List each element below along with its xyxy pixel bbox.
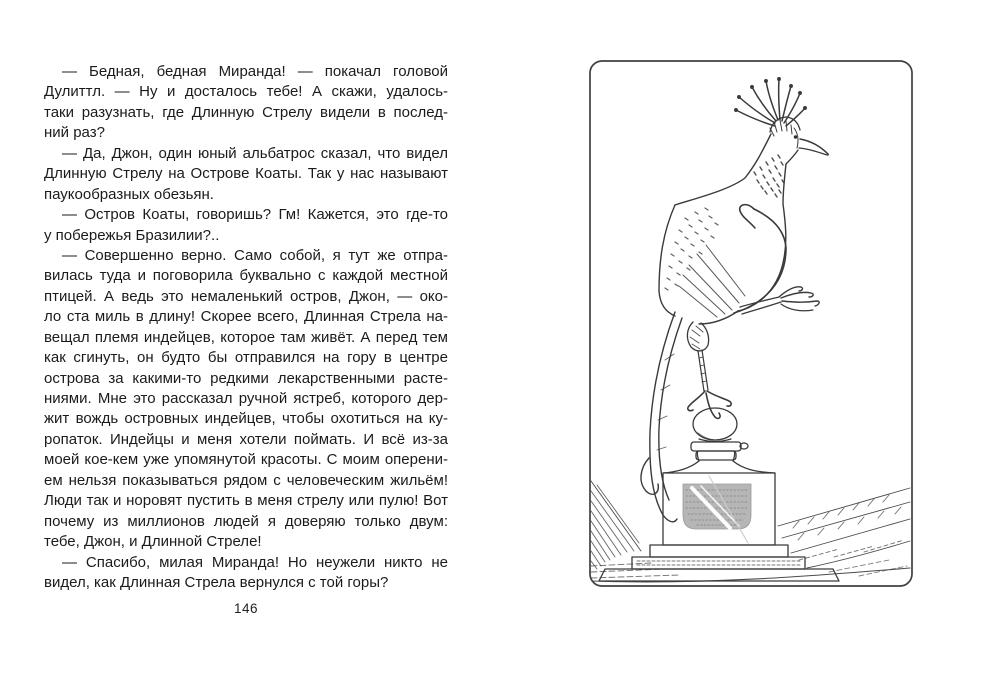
bird-eye (794, 135, 797, 138)
text-line: — Да, Джон, один юный альбатрос сказал, что видел (62, 144, 448, 162)
text-line: жит вождь островных индейцев, чтобы охотиться на ку- (44, 410, 448, 428)
bottle-shoulder-left (663, 461, 699, 473)
text-line: тебе, Джон, и Длинной Стреле! (44, 533, 262, 551)
text-line: — Совершенно верно. Само собой, я тут же отпра- (62, 246, 448, 264)
text-line: у побережья Бразилии?.. (44, 226, 220, 244)
text-line: ропаток. Индейцы и меня хотели поймать. И всё из-за (44, 430, 448, 448)
bird-crest (735, 78, 806, 126)
text-line: — Остров Коаты, говоришь? Гм! Кажется, это где-то (62, 206, 448, 224)
pedestal-step-lower (632, 557, 805, 569)
inkwell (599, 408, 839, 581)
text-line: таки разузнать, где Длинную Стрелу видели в послед- (44, 103, 448, 121)
pedestal-base (599, 569, 839, 581)
bird-on-inkwell-illustration (589, 60, 913, 587)
stopper-ball (693, 408, 737, 440)
text-line: почему из миллионов людей я доверяю только двум: (44, 512, 448, 530)
text-line: как сгинуть, он будто бы отправился на гору в центре (44, 349, 448, 367)
bird-raised-leg (740, 287, 819, 314)
text-line: видел, как Длинная Стрела вернулся с той горы? (44, 573, 389, 591)
text-line: острова за какими-то редкими лекарственными расте- (44, 369, 448, 387)
bottle-shoulder-right (733, 461, 775, 473)
text-line: ниями. Мне это рассказал ручной ястреб, которого дер- (44, 390, 448, 407)
wing-speckles (665, 208, 718, 290)
text-line: Дулиттл. — Ну и досталось тебе! А скажи, удалось- (44, 83, 448, 101)
stopper-ring-lower (696, 451, 736, 460)
stopper-ring-upper (691, 442, 741, 451)
bird-standing-leg (687, 322, 731, 418)
text-line: вещал племя индейцев, которое там живёт. А перед тем (44, 328, 448, 346)
text-line: — Спасибо, милая Миранда! Но неужели никто не (62, 553, 448, 571)
text-line: вилась туда и поговорила буквально с каждой местной (44, 267, 448, 285)
text-line: ний раз? (44, 124, 105, 142)
text-line: ем нельзя показываться рядом с человеческим жильём! (44, 471, 448, 489)
bird-beak (800, 139, 828, 154)
bird-tail (641, 312, 682, 522)
text-line: Длинную Стрелу на Острове Коаты. Так у нас называют (44, 165, 448, 183)
illustration-frame (589, 60, 913, 587)
pedestal-step-upper (650, 545, 788, 557)
text-line: моей кое-кем уже упомянутой красоты. С моим оперени- (44, 451, 448, 469)
text-line: Люди так и норовят пустить в меня стрелу или пулю! Вот (44, 492, 448, 510)
text-line: — Бедная, бедная Миранда! — покачал головой (62, 63, 448, 80)
text-line: паукообразных обезьян. (44, 185, 214, 203)
text-line: ло ста миль в длину! Скорее всего, Длинная Стрела на- (44, 308, 448, 326)
collar-speckles (754, 155, 784, 197)
page-number: 146 (233, 601, 259, 616)
text-line: птицей. А ведь это немаленький остров, Джон, — око- (44, 287, 448, 305)
page-text (44, 62, 448, 593)
bird-wing (679, 205, 786, 317)
